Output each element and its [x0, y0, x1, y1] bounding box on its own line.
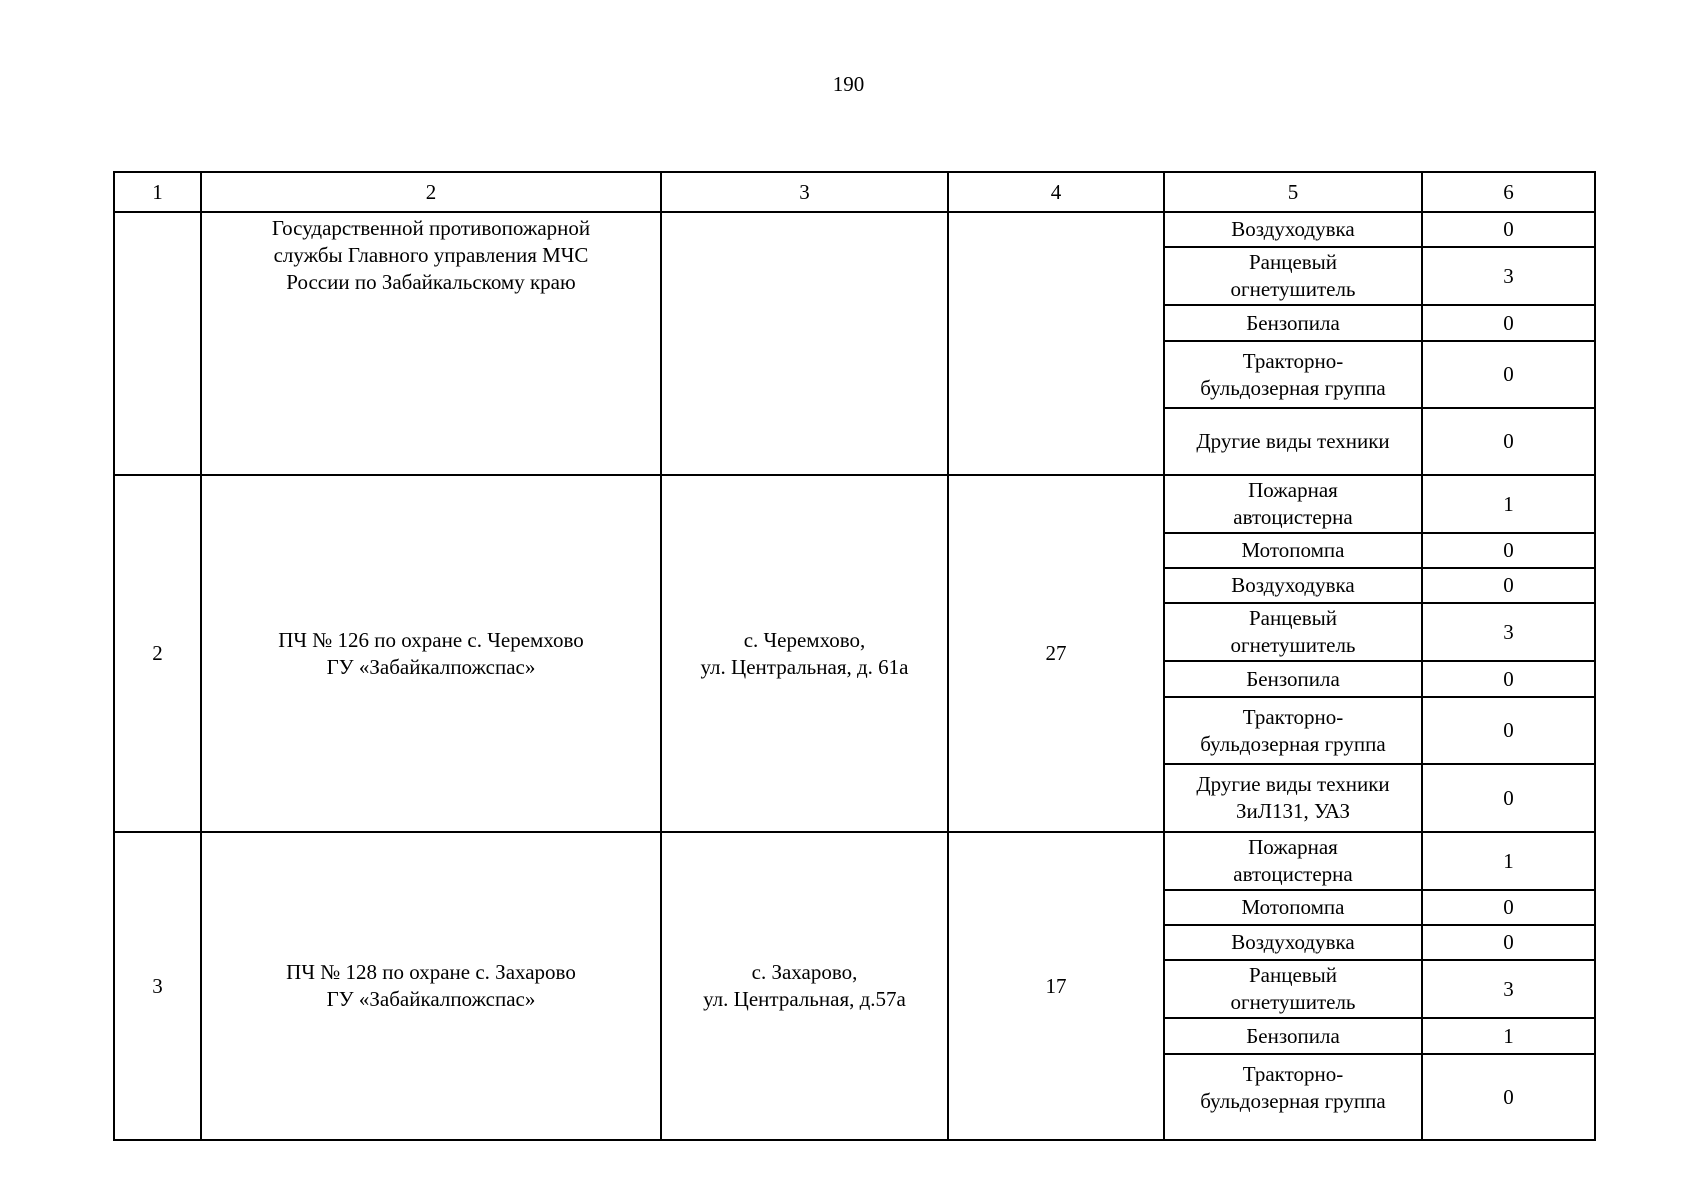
equipment-name-line: Воздуходувка — [1231, 930, 1355, 954]
equipment-name-line: Тракторно- — [1242, 704, 1344, 729]
equipment-name-cell — [1164, 764, 1422, 832]
equipment-count-cell: 1 — [1422, 832, 1595, 890]
equipment-count-cell: 0 — [1422, 1054, 1595, 1140]
equipment-count-cell: 0 — [1422, 568, 1595, 603]
equipment-name-cell — [1164, 925, 1422, 960]
equipment-name-line: Другие виды техники — [1196, 772, 1390, 796]
equipment-name-line: автоцистерна — [1233, 505, 1353, 529]
equipment-name-line: Тракторно- — [1242, 1062, 1344, 1086]
unit-name-cell — [201, 475, 661, 832]
equipment-name-line: бульдозерная группа — [1200, 375, 1386, 400]
address-line: с. Черемхово, — [743, 627, 866, 652]
address-cell — [661, 212, 948, 475]
equipment-name-cell — [1164, 475, 1422, 533]
equipment-count-cell: 0 — [1422, 890, 1595, 925]
column-header: 6 — [1422, 172, 1595, 212]
equipment-name-line: Другие виды техники — [1196, 429, 1390, 453]
equipment-name-cell — [1164, 568, 1422, 603]
equipment-name-cell — [1164, 341, 1422, 408]
unit-name-line: ГУ «Забайкалпожспас» — [326, 987, 536, 1011]
equipment-count-cell: 0 — [1422, 408, 1595, 475]
unit-name-cell — [201, 832, 661, 1140]
equipment-name-cell — [1164, 661, 1422, 697]
equipment-count-cell: 0 — [1422, 661, 1595, 697]
unit-name-line: ПЧ № 126 по охране с. Черемхово — [278, 627, 584, 652]
column-header: 2 — [201, 172, 661, 212]
table-header-row — [114, 172, 1595, 212]
equipment-table — [113, 171, 1596, 1141]
equipment-name-line: Ранцевый — [1248, 250, 1338, 274]
equipment-name-cell — [1164, 408, 1422, 475]
column-header: 3 — [661, 172, 948, 212]
equipment-name-cell — [1164, 1018, 1422, 1054]
table-row — [114, 212, 1595, 247]
equipment-count-cell: 0 — [1422, 697, 1595, 764]
unit-name-line: ГУ «Забайкалпожспас» — [326, 654, 536, 679]
equipment-name-line: ЗиЛ131, УАЗ — [1235, 799, 1351, 823]
address-cell — [661, 832, 948, 1140]
equipment-name-line: Пожарная — [1248, 835, 1338, 859]
equipment-name-cell — [1164, 960, 1422, 1018]
equipment-name-line: Пожарная — [1248, 478, 1338, 502]
equipment-name-cell — [1164, 832, 1422, 890]
row-number-cell: 3 — [114, 832, 201, 1140]
staff-cell: 27 — [948, 475, 1164, 832]
equipment-count-cell: 3 — [1422, 603, 1595, 661]
equipment-name-cell — [1164, 305, 1422, 341]
equipment-name-cell — [1164, 697, 1422, 764]
equipment-name-line: Бензопила — [1246, 310, 1340, 335]
equipment-name-line: Воздуходувка — [1231, 217, 1355, 241]
equipment-name-line: Тракторно- — [1242, 348, 1344, 373]
equipment-name-cell — [1164, 890, 1422, 925]
equipment-count-cell: 0 — [1422, 305, 1595, 341]
equipment-name-line: автоцистерна — [1233, 862, 1353, 886]
equipment-name-line: Мотопомпа — [1241, 538, 1345, 562]
equipment-count-cell: 1 — [1422, 1018, 1595, 1054]
equipment-name-line: бульдозерная группа — [1200, 731, 1386, 756]
address-cell — [661, 475, 948, 832]
address-line: с. Захарово, — [751, 960, 858, 984]
staff-cell — [948, 212, 1164, 475]
page-number: 190 — [832, 72, 865, 96]
unit-name-line: службы Главного управления МЧС — [273, 243, 589, 267]
table-row — [114, 832, 1595, 890]
equipment-count-cell: 3 — [1422, 247, 1595, 305]
unit-name-cell — [201, 212, 661, 475]
equipment-count-cell: 0 — [1422, 925, 1595, 960]
equipment-name-cell — [1164, 533, 1422, 568]
equipment-name-line: огнетушитель — [1230, 990, 1356, 1014]
equipment-name-line: бульдозерная группа — [1200, 1089, 1386, 1113]
column-header: 1 — [114, 172, 201, 212]
row-number-cell: 2 — [114, 475, 201, 832]
address-line: ул. Центральная, д.57а — [703, 987, 906, 1011]
equipment-name-cell — [1164, 1054, 1422, 1140]
equipment-name-line: Ранцевый — [1248, 606, 1338, 630]
unit-name-line: Государственной противопожарной — [271, 216, 591, 240]
equipment-name-line: Бензопила — [1246, 1023, 1340, 1048]
equipment-count-cell: 0 — [1422, 341, 1595, 408]
equipment-count-cell: 1 — [1422, 475, 1595, 533]
equipment-count-cell: 0 — [1422, 764, 1595, 832]
equipment-name-cell — [1164, 603, 1422, 661]
equipment-name-line: Ранцевый — [1248, 963, 1338, 987]
equipment-name-line: огнетушитель — [1230, 277, 1356, 301]
equipment-name-line: Воздуходувка — [1231, 573, 1355, 597]
staff-cell: 17 — [948, 832, 1164, 1140]
equipment-name-cell — [1164, 247, 1422, 305]
equipment-count-cell: 3 — [1422, 960, 1595, 1018]
unit-name-line: ПЧ № 128 по охране с. Захарово — [286, 960, 576, 984]
equipment-count-cell: 0 — [1422, 533, 1595, 568]
equipment-name-line: Мотопомпа — [1241, 895, 1345, 919]
equipment-count-cell: 0 — [1422, 212, 1595, 247]
equipment-name-cell — [1164, 212, 1422, 247]
column-header: 4 — [948, 172, 1164, 212]
unit-name-line: России по Забайкальскому краю — [286, 270, 576, 294]
address-line: ул. Центральная, д. 61а — [700, 654, 909, 679]
equipment-name-line: Бензопила — [1246, 666, 1340, 691]
column-header: 5 — [1164, 172, 1422, 212]
row-number-cell — [114, 212, 201, 475]
table-row — [114, 475, 1595, 533]
equipment-name-line: огнетушитель — [1230, 633, 1356, 657]
